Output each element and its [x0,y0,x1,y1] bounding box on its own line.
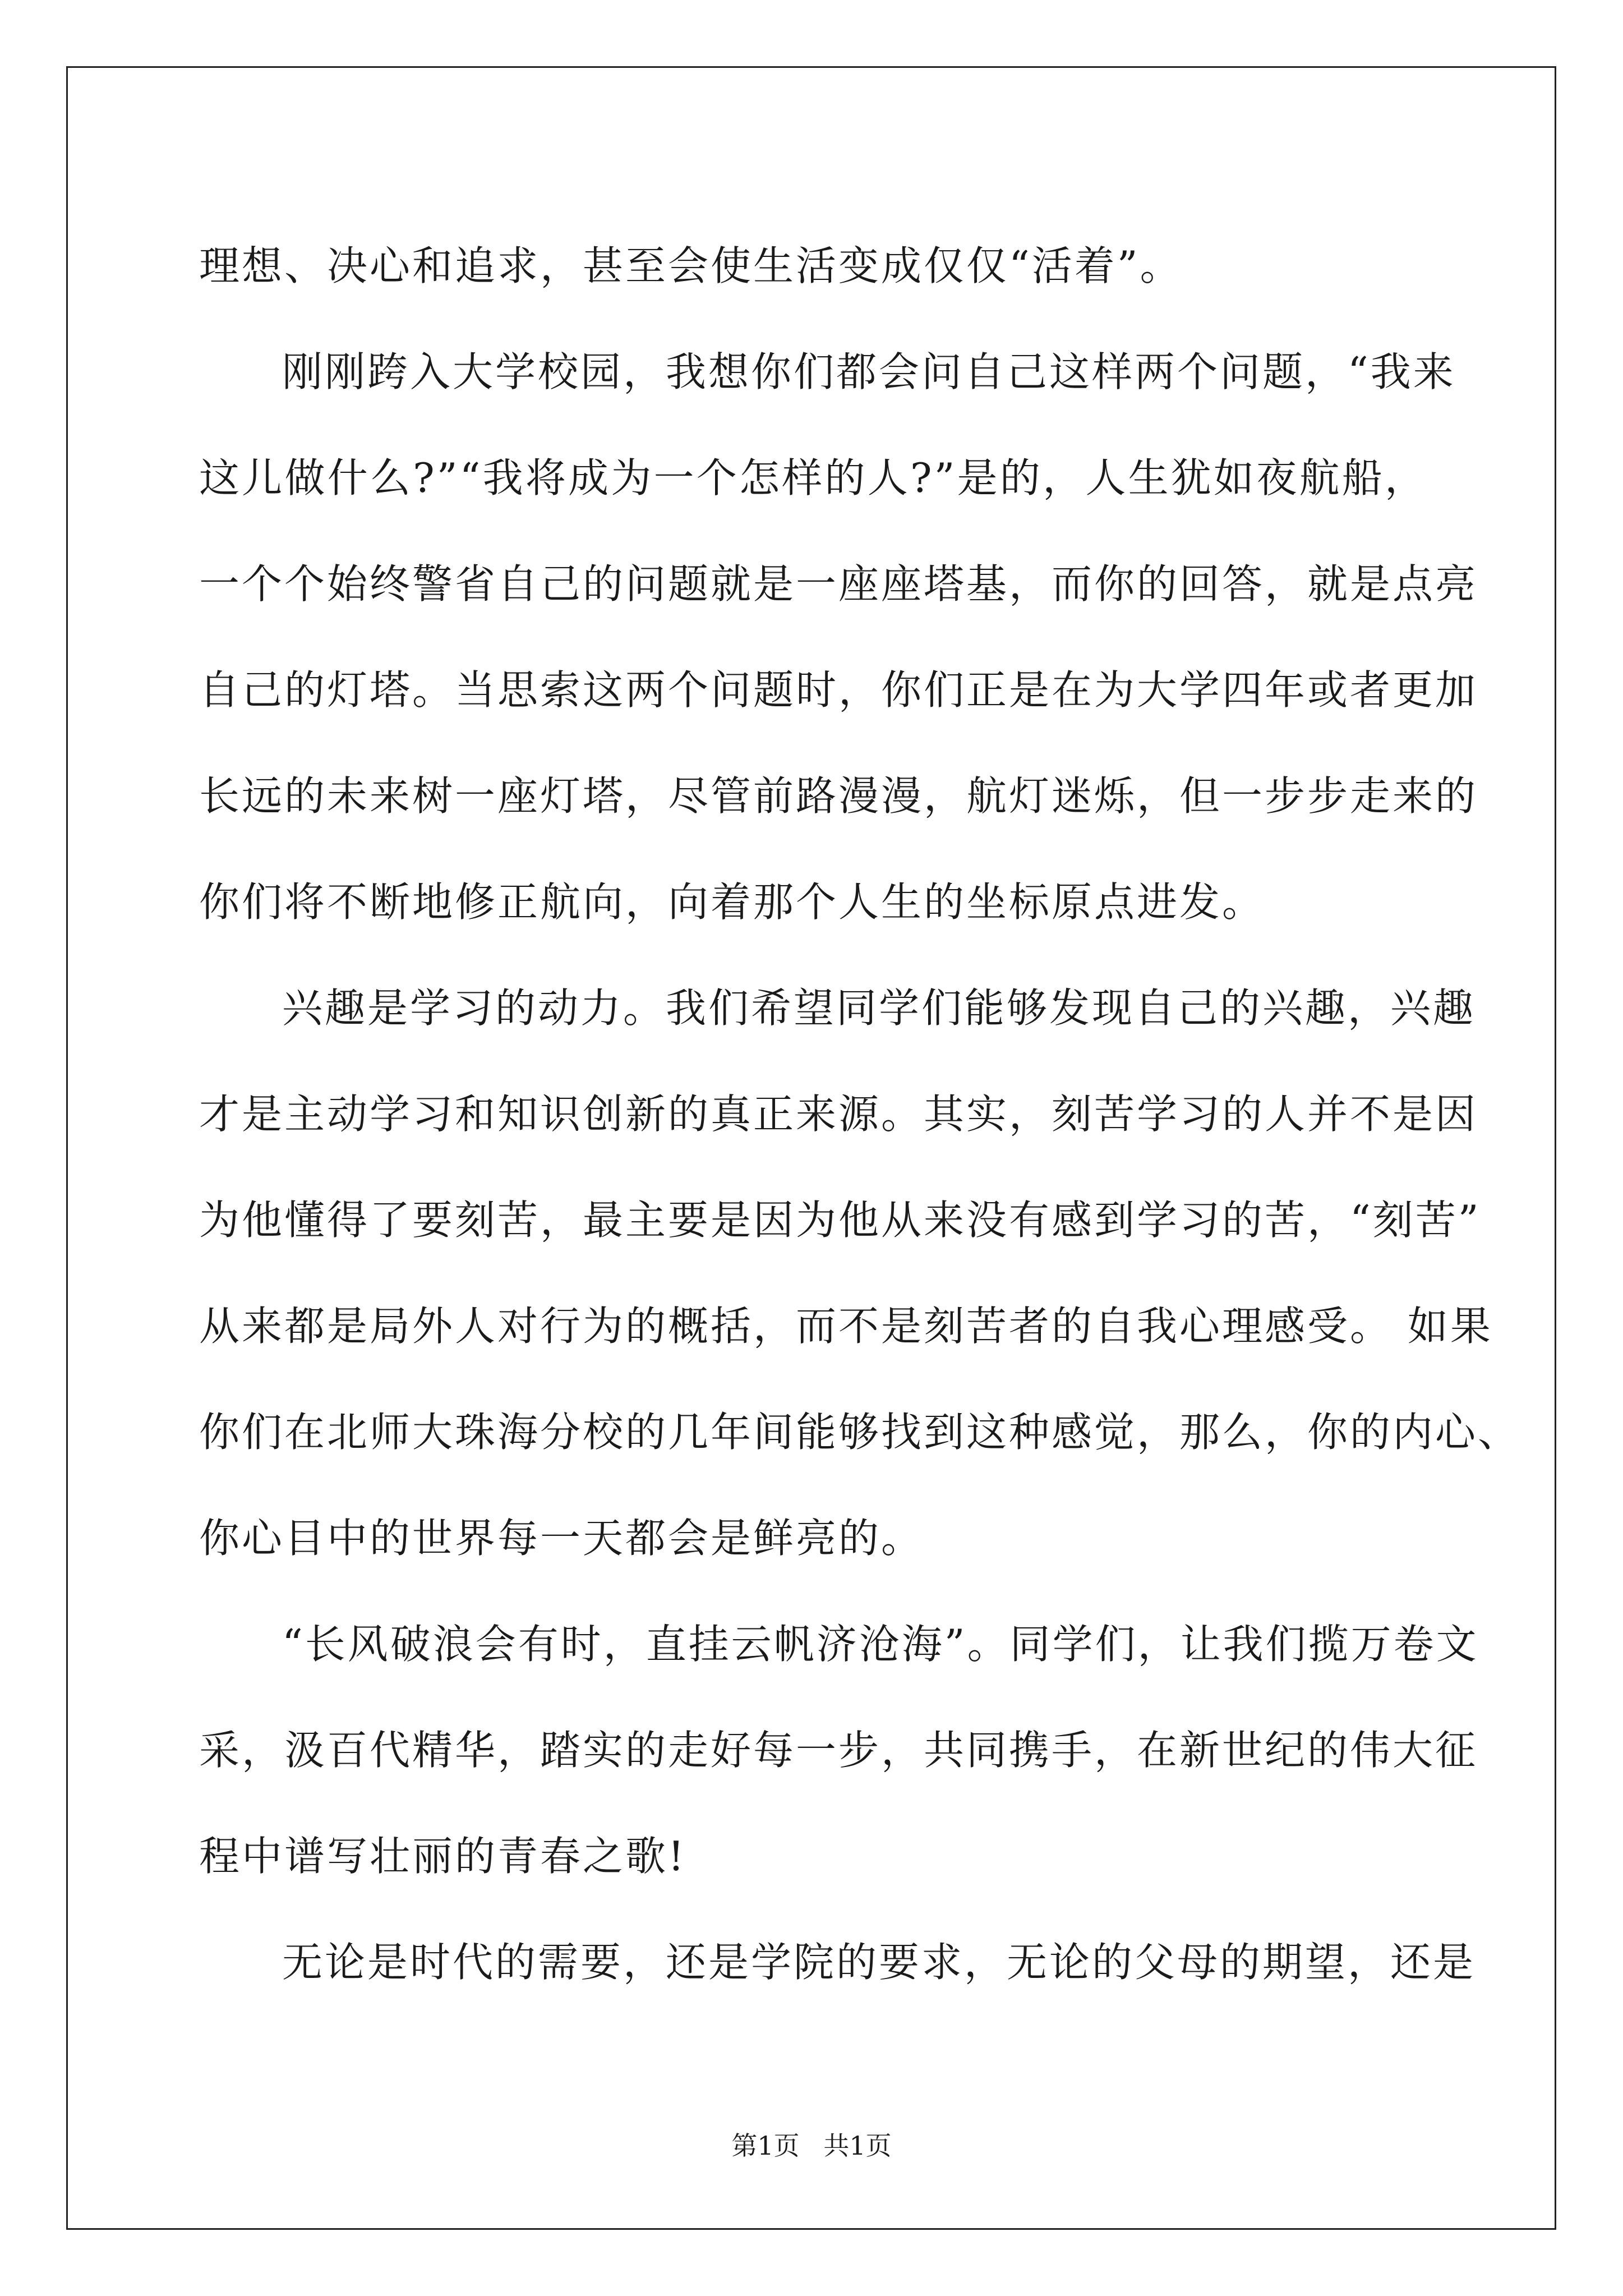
text-line: 为他懂得了要刻苦，最主要是因为他从来没有感到学习的苦，“刻苦” [199,1197,1481,1244]
page-number-total: 共1页 [823,2131,892,2161]
text-line: 程中谱写壮丽的青春之歌! [199,1833,686,1880]
text-line: 自己的灯塔。当思索这两个问题时，你们正是在为大学四年或者更加 [199,666,1478,714]
text-line: “长风破浪会有时，直挂云帆济沧海”。同学们，让我们揽万卷文 [282,1621,1479,1668]
text-line: 你们在北师大珠海分校的几年间能够找到这种感觉，那么，你的内心、 [199,1409,1521,1456]
page-footer [0,2129,1623,2162]
page-number-current: 第1页 [731,2131,800,2161]
text-line: 才是主动学习和知识创新的真正来源。其实，刻苦学习的人并不是因 [199,1091,1478,1138]
text-line: 无论是时代的需要，还是学院的要求，无论的父母的期望，还是 [282,1939,1476,1986]
text-line: 理想、决心和追求，甚至会使生活变成仅仅“活着”。 [199,242,1183,289]
document-body [199,213,1521,2016]
text-line: 长远的未来树一座灯塔，尽管前路漫漫，航灯迷烁，但一步步走来的 [199,772,1478,820]
text-line: 你们将不断地修正航向，向着那个人生的坐标原点进发。 [199,878,1265,926]
text-line: 你心目中的世界每一天都会是鲜亮的。 [199,1515,924,1562]
text-line: 这儿做什么?”“我将成为一个怎样的人?”是的，人生犹如夜航船， [199,454,1427,501]
text-line: 兴趣是学习的动力。我们希望同学们能够发现自己的兴趣，兴趣 [282,984,1476,1032]
text-line: 刚刚跨入大学校园，我想你们都会问自己这样两个问题，“我来 [282,348,1456,395]
text-line: 一个个始终警省自己的问题就是一座座塔基，而你的回答，就是点亮 [199,560,1478,608]
text-line: 从来都是局外人对行为的概括，而不是刻苦者的自我心理感受。 如果 [199,1303,1493,1350]
text-line: 采，汲百代精华，踏实的走好每一步，共同携手，在新世纪的伟大征 [199,1727,1478,1774]
